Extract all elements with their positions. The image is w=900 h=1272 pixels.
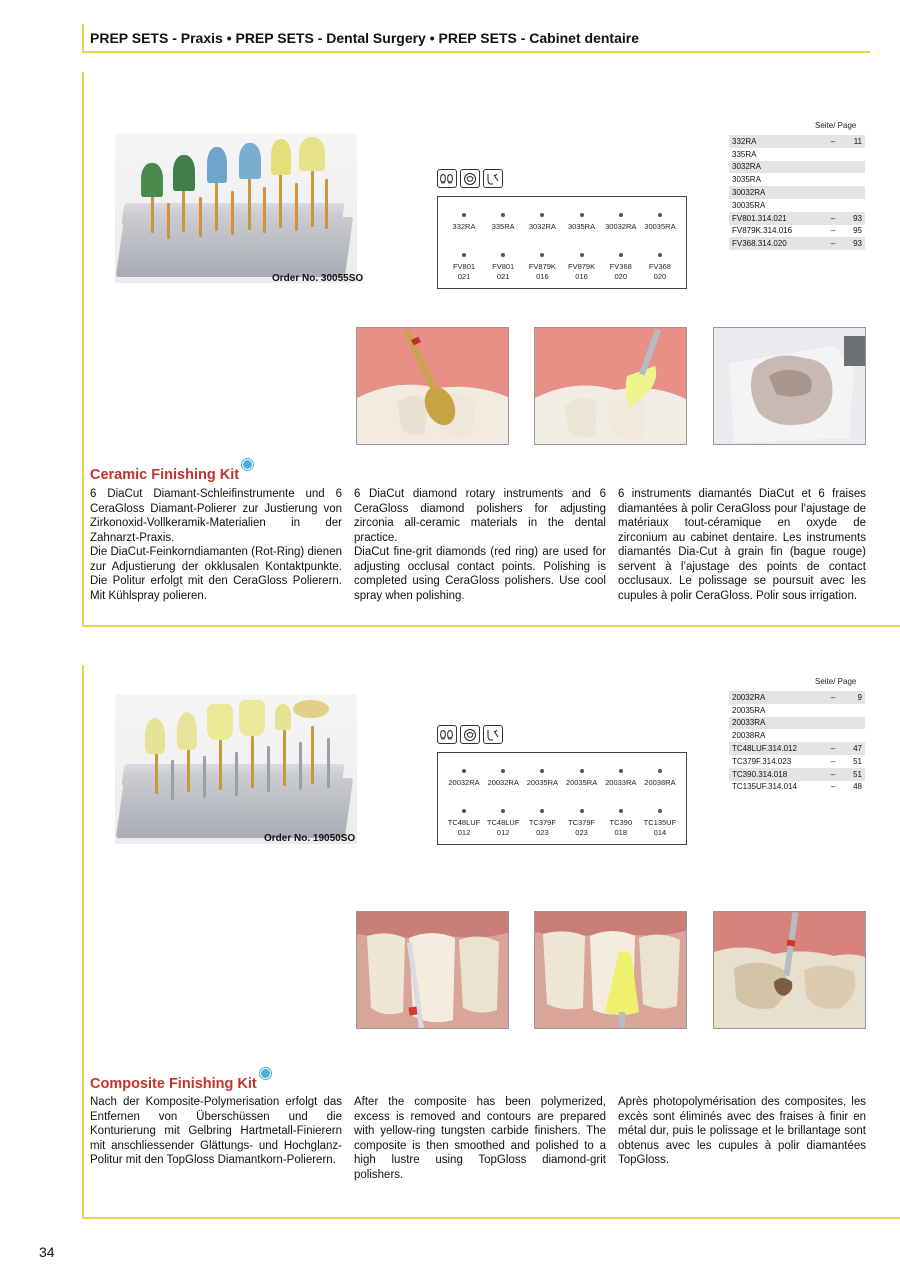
tooth-pair-icon <box>437 725 457 744</box>
description-french: 6 instruments diamantés DiaCut et 6 fraises diamantées à polir CeraGloss pour l’ajustage de matériaux tout-céramique en oxyde de zirconium au cabinet dentaire. Les instruments diamantés Dia-Cut à grain fin (bague rouge) servent à l’ajustage des points de contact occlusaux. Le polissage se poursuit avec les cupules à polir CeraGloss. Polir sous irrigation. <box>618 488 866 602</box>
code-top: 335RA <box>485 213 521 232</box>
description-english: 6 DiaCut diamond rotary instruments and 6 CeraGloss diamond polishers for adjusting zirconia all-ceramic materials in the dental practice. DiaCut fine-grit diamonds (red ring) are used for adjusting occlusal contact points. Polishing is completed using CeraGloss polishers. Use cool spray when polishing. <box>354 488 606 602</box>
tooth-pair-icon <box>437 169 457 188</box>
section-2-bottom-rule <box>82 1217 900 1219</box>
indication-icons <box>437 725 503 744</box>
code-top: 20035RA <box>564 769 600 788</box>
page-table-header: Seite/ Page <box>815 121 857 130</box>
description-french: Après photopolymérisation des composites, les excès sont éliminés avec des fraises à finir en métal dur, puis le polissage et le brillantage sont obtenus avec les cupules à polir diamantées TopGloss. <box>618 1096 866 1166</box>
table-row: 30032RA <box>729 186 865 199</box>
section-1-bottom-rule <box>82 625 900 627</box>
code-bottom: TC135UF 014 <box>642 809 678 838</box>
table-row: TC390.314.018 – 51 <box>729 768 865 781</box>
table-row: 20038RA <box>729 729 865 742</box>
table-row: 20033RA <box>729 717 865 730</box>
indication-icons <box>437 169 503 188</box>
header-underline <box>82 51 870 53</box>
table-row: 335RA <box>729 148 865 161</box>
kit-title: Composite Finishing Kit <box>90 1071 271 1092</box>
new-product-icon <box>260 1068 271 1079</box>
product-tray-photo <box>115 694 357 844</box>
table-row: 20032RA – 9 <box>729 691 865 704</box>
description-german: Nach der Komposite-Polymerisation erfolgt das Entfernen von Überschüssen und die Konturierung mit Gelbring Hartmetall-Finierern mit anschliessender Glättungs- und Hochglanz-Politur mit den TopGloss Diamantkorn-Polierern. <box>90 1096 342 1166</box>
instrument-code-box <box>437 752 687 845</box>
section-1-left-rule <box>82 72 84 627</box>
code-bottom: TC48LUF 012 <box>485 809 521 838</box>
header-accent-rule <box>82 24 84 52</box>
code-bottom: FV801 021 <box>446 253 482 282</box>
code-bottom: FV368 020 <box>642 253 678 282</box>
table-row: FV879K.314.016 – 95 <box>729 225 865 238</box>
tooth-crown-icon <box>460 169 480 188</box>
kit-title: Ceramic Finishing Kit <box>90 462 253 483</box>
code-top: 20035RA <box>524 769 560 788</box>
page-header-title: PREP SETS - Praxis • PREP SETS - Dental Surgery • PREP SETS - Cabinet dentaire <box>90 30 639 46</box>
code-top: 332RA <box>446 213 482 232</box>
page-number: 34 <box>39 1244 55 1260</box>
code-bottom: TC379F 023 <box>564 809 600 838</box>
description-english: After the composite has been polymerized, excess is removed and contours are prepared with yellow-ring tungsten carbide finishers. The composite is then smoothed and polished to a high lustre using TopGloss diamond-grit polishers. <box>354 1096 606 1181</box>
table-row: 30035RA <box>729 199 865 212</box>
table-row: 3035RA <box>729 173 865 186</box>
clinical-photo-carbide-finisher <box>356 911 509 1029</box>
code-top: 30035RA <box>642 213 678 232</box>
clinical-photo-topgloss-polisher <box>534 911 687 1029</box>
new-product-icon <box>242 459 253 470</box>
code-top: 20038RA <box>642 769 678 788</box>
instrument-code-box <box>437 196 687 289</box>
section-2-left-rule <box>82 665 84 1219</box>
code-top: 20033RA <box>603 769 639 788</box>
table-row: TC379F.314.023 – 51 <box>729 755 865 768</box>
clinical-photo-zirconia-crown <box>713 327 866 445</box>
bur-tooth-icon <box>483 725 503 744</box>
code-bottom: FV879K 016 <box>524 253 560 282</box>
code-top: 20032RA <box>446 769 482 788</box>
product-tray-photo <box>115 133 357 283</box>
order-number: Order No. 30055SO <box>272 273 364 284</box>
page-reference-table <box>729 691 865 793</box>
page-table-header: Seite/ Page <box>815 677 857 686</box>
table-row: TC48LUF.314.012 – 47 <box>729 742 865 755</box>
code-bottom: TC48LUF 012 <box>446 809 482 838</box>
order-number: Order No. 19050SO <box>264 833 356 844</box>
code-bottom: FV879K 016 <box>564 253 600 282</box>
code-top: 20032RA <box>485 769 521 788</box>
table-row: FV368.314.020 – 93 <box>729 237 865 250</box>
description-german: 6 DiaCut Diamant-Schleifinstrumente und 6 CeraGloss Diamant-Polierer zur Justierung von Zirkonoxid-Vollkeramik-Materialien in der Zahnarzt-Praxis. Die DiaCut-Feinkorndiamanten (Rot-Ring) dienen zur Adjustierung der okklusalen Kontaktpunkte. Die Politur erfolgt mit den CeraGloss Polierern. Mit Kühlspray polieren. <box>90 488 342 602</box>
clinical-photo-polisher <box>534 327 687 445</box>
table-row: 20035RA <box>729 704 865 717</box>
page-reference-table <box>729 135 865 250</box>
table-row: 332RA – 11 <box>729 135 865 148</box>
code-top: 30032RA <box>603 213 639 232</box>
table-row: FV801.314.021 – 93 <box>729 212 865 225</box>
code-top: 3035RA <box>564 213 600 232</box>
table-row: 3032RA <box>729 161 865 174</box>
bur-tooth-icon <box>483 169 503 188</box>
table-row: TC135UF.314.014 – 48 <box>729 781 865 794</box>
clinical-photo-diamond-bur <box>356 327 509 445</box>
code-bottom: TC390 018 <box>603 809 639 838</box>
clinical-photo-composite-occlusal <box>713 911 866 1029</box>
code-top: 3032RA <box>524 213 560 232</box>
code-bottom: TC379F 023 <box>524 809 560 838</box>
tooth-crown-icon <box>460 725 480 744</box>
code-bottom: FV368 020 <box>603 253 639 282</box>
code-bottom: FV801 021 <box>485 253 521 282</box>
